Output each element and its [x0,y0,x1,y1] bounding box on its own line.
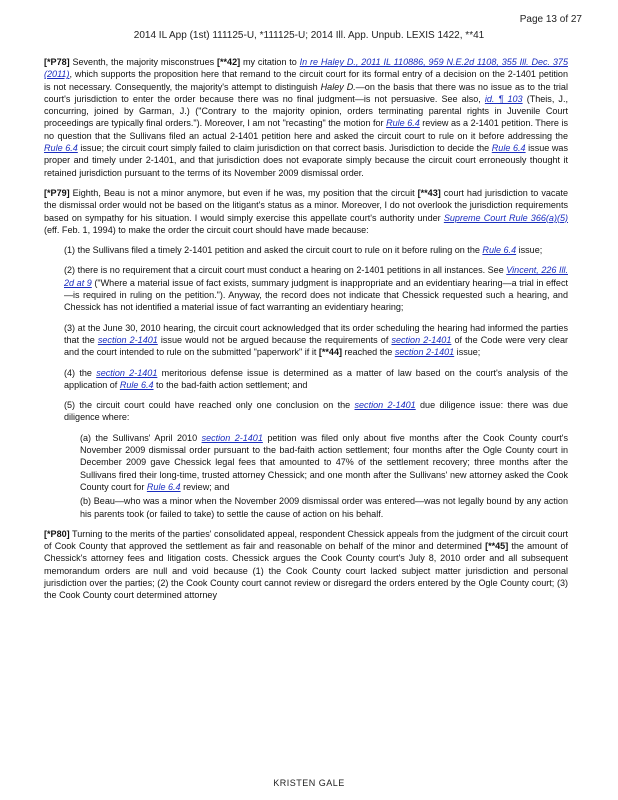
paragraph-p79 [44,187,568,236]
page-marker: [**42] [216,57,241,67]
citation-link-section[interactable]: section 2-1401 [96,367,158,378]
text-span: to the bad-faith action settlement; and [153,379,308,390]
text-span: (a) the Sullivans' April 2010 [80,432,202,443]
citation-link-rule[interactable]: Rule 6.4 [44,143,78,154]
citation-link-section[interactable]: section 2-1401 [354,400,416,411]
citation-link-rule[interactable]: Rule 6.4 [386,118,420,129]
paragraph-marker: [*P78] [44,57,70,67]
paragraph-marker: [*P80] [44,528,70,539]
list-item-4 [64,367,568,392]
text-span: , which supports the proposition here that remand to the circuit court for its formal entry of a decision on the 2-1401 petition is not necessary. Consequently, the majority's attempt to distinguish [44,69,568,92]
citation-link-rule[interactable]: Rule 6.4 [482,245,517,256]
sub-item-a [80,432,568,493]
text-span: —on the basis that there was no issue as to the trial court's jurisdiction to enter the order because there was no final judgment—is not persuasive. See also, [44,81,568,104]
text-span: issue; the circuit court simply failed to claim jurisdiction on that correct basis. Jurisdiction to decide the [77,143,492,154]
list-item-3 [64,322,568,359]
page-marker: [**43] [417,187,441,198]
text-span: issue; [454,347,481,358]
text-span: ("Where a material issue of fact exists, summary judgment is inappropriate and an evidentiary hearing—a trial in effect—is required in ruling on the petition."). Anyway, the record does not indicate that Chessick requested such a hearing, and Chessick has not identified a material issue of fact warranting an evidentiary hearing; [64,277,568,313]
citation-link-vincent[interactable]: Vincent, 226 Ill. 2d at 9 [64,265,568,288]
text-span: the amount of Chessick's attorney fees and litigation costs. Chessick argues the Cook County court's July 8, 2010 order and all subsequent memorandum orders are null and void because (1) the Cook County court lacked subject matter jurisdiction and personal jurisdiction over the parties; (2) the Cook County court cannot review or disregard the orders entered by the Ogle County court; (3) the Cook County court determined attorney [44,541,568,601]
citation-header: 2014 IL App (1st) 111125-U, *111125-U; 2014 Ill. App. Unpub. LEXIS 1422, **41 [133,30,485,41]
citation-link-supreme-court-rule[interactable]: Supreme Court Rule 366(a)(5) [443,212,569,223]
citation-link-haley-d[interactable]: In re Haley D., 2011 IL 110886, 959 N.E.2d 1108, 355 Ill. Dec. 375 (2011) [44,57,568,80]
text-span: (2) there is no requirement that a circuit court must conduct a hearing on 2-1401 petitions in all instances. See [64,265,507,276]
citation-link-rule[interactable]: Rule 6.4 [119,379,154,390]
text-span: Eighth, Beau is not a minor anymore, but even if he was, my position that the circuit [69,187,418,198]
text-span: of the Code were very clear and the court intended to rule on the submitted "paperwork" if it [64,334,568,358]
page-marker: [**44] [318,347,342,358]
text-span: review as a 2-1401 petition. There is no question that the Sullivans filed an actual 2-1401 petition here and asked the circuit court to rule on it before addressing the [44,118,568,141]
text-span: Seventh, the majority misconstrues [69,57,217,67]
citation-link-rule[interactable]: Rule 6.4 [491,143,526,154]
opinion-body [44,56,568,610]
citation-link-section[interactable]: section 2-1401 [201,432,263,443]
paragraph-p78 [44,56,568,179]
text-span: (b) Beau—who was a minor when the November 2009 dismissal order was entered—was not legally bound by any action his parents took (or failed to take) to settle the cause of action on his behalf. [80,496,568,519]
text-span: (3) at the June 30, 2010 hearing, the circuit court acknowledged that its order scheduling the hearing had informed the parties that the [64,322,568,345]
text-span: court had jurisdiction to vacate the dismissal order would not be based on the litigant's status as a minor. Moreover, I do not overlook the jurisdiction requirements based on sympathy for his situation. I would simply exercise this appellate court's authority under [44,187,568,223]
sub-item-b [80,495,568,520]
list-item-5 [64,399,568,424]
text-span: reached the [342,347,395,358]
text-span: review; and [180,481,230,492]
citation-link-id[interactable]: id. ¶ 103 [484,93,523,104]
case-name: Haley D. [320,81,356,92]
list-item-1 [64,244,568,256]
page-number: Page 13 of 27 [519,14,582,25]
text-span: (1) the Sullivans filed a timely 2-1401 petition and asked the circuit court to rule on it before ruling on the [64,245,483,256]
text-span: meritorious defense issue is determined as a matter of law based on the court's analysis of the application of [64,367,568,390]
footer-author: KRISTEN GALE [273,778,345,788]
text-span: Turning to the merits of the parties' consolidated appeal, respondent Chessick appeals from the judgment of the circuit court of Cook County that approved the settlement as fair and reasonable on behalf of the minor and determined [44,528,568,552]
citation-link-rule[interactable]: Rule 6.4 [146,481,181,492]
text-span: issue would not be argued because the requirements of [157,334,392,345]
text-span: petition was filed only about five months after the Cook County court's November 2009 dismissal order pursuant to the bad-faith action settlement; four months after the Ogle County court in December 2009 gave Chessick legal fees that amounted to 47% of the settlement recovery; three months after the Sullivans fired their long-time, trusted attorney Chessick; and one month after the Sullivans' new attorney asked the Cook County court for [80,432,569,492]
list-item-2 [64,264,568,313]
paragraph-marker: [*P79] [44,187,70,198]
text-span: issue; [516,245,543,256]
page-marker: [**45] [485,541,509,552]
text-span: (Theis, J., concurring, joined by Garman, J.) ("Contrary to the majority opinion, orders terminating parental rights in Juvenile Court proceedings are typically final orders."). Moreover, I am not "recasting" the motion for [44,93,568,129]
text-span: (eff. Feb. 1, 1994) to make the order the circuit court should have made because: [44,224,369,235]
text-span: my citation to [240,57,300,67]
text-span: due diligence issue: there was due diligence where: [64,400,568,423]
text-span: (4) the [64,367,97,378]
citation-link-section[interactable]: section 2-1401 [394,347,455,358]
paragraph-p80 [44,528,568,602]
text-span: issue was proper and timely under 2-1401, and that jurisdiction does not evaporate simply because the circuit court erroneously thought it retained jurisdiction pursuant to the terms of its November 2009 dismissal order. [44,143,568,178]
citation-link-section[interactable]: section 2-1401 [97,334,158,345]
citation-link-section[interactable]: section 2-1401 [391,334,452,345]
text-span: (5) the circuit court could have reached only one conclusion on the [64,400,355,411]
